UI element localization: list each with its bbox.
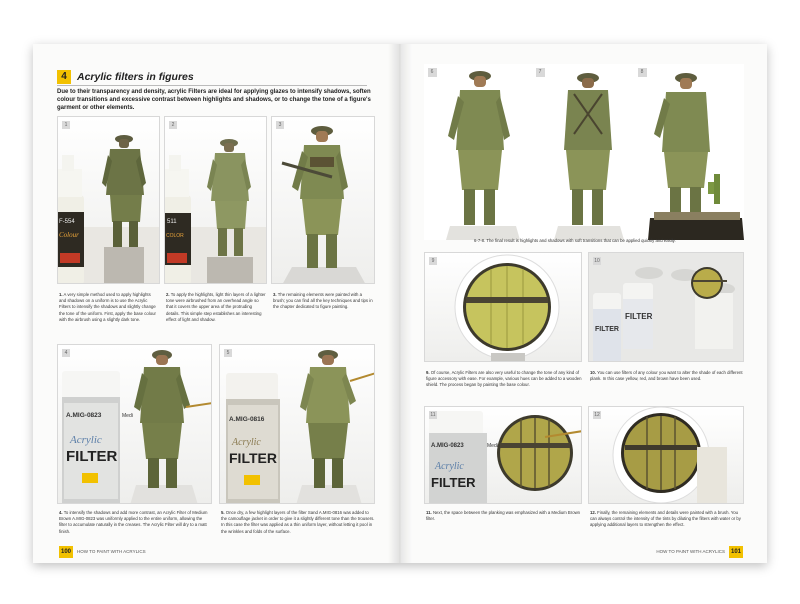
- bottle-11-side: Medi: [487, 443, 498, 449]
- step-number: 2: [169, 121, 177, 129]
- bottle-1-text: Colour: [59, 231, 79, 239]
- step-2-caption-label: 2.: [166, 292, 170, 297]
- running-head: HOW TO PAINT WITH ACRYLICS: [77, 549, 146, 554]
- step-2-caption: [166, 292, 266, 323]
- heading-rule: [57, 85, 367, 86]
- step-4-photo: [57, 344, 212, 504]
- photo-6-number: 6: [430, 69, 434, 75]
- step-10-caption: [590, 370, 744, 382]
- bottle-11-code: A.MIG-0823: [431, 443, 464, 449]
- bottle-4-side: Medi: [122, 413, 133, 419]
- bottle-4-brand: Acrylic: [70, 434, 102, 446]
- figure-with-filter-bottle-illustration: [58, 345, 212, 504]
- figure-with-filter-bottle-illustration: [220, 345, 375, 504]
- wooden-shield-base-coat-illustration: [425, 253, 582, 362]
- step-1-photo: [57, 116, 160, 284]
- shield-with-filter-bottle-illustration: [425, 407, 582, 504]
- bottle-4-code: A.MIG-0823: [66, 412, 102, 419]
- page-number: 100: [59, 546, 73, 558]
- soldier-figure-3: [282, 126, 348, 268]
- step-11-caption: [426, 510, 582, 522]
- step-1-caption-label: 1.: [59, 292, 63, 297]
- figure-with-paint-bottle-illustration: [165, 117, 267, 284]
- step-number: 1: [62, 121, 70, 129]
- figure-with-paint-bottle-illustration: [58, 117, 160, 284]
- step-12-caption-label: 12.: [590, 510, 596, 515]
- bottle-2-code: 511: [167, 219, 177, 225]
- diorama-figure: [648, 73, 744, 240]
- photo-7-number: 7: [538, 69, 542, 75]
- three-view-figure-illustration: [424, 64, 744, 240]
- photos-6-7-8-caption: 6-7-8. The final result is highlights and shadows with soft transitions that can be applied quickly and easily.: [474, 238, 676, 243]
- step-5-caption: [221, 510, 375, 535]
- step-1-caption-text: A very simple method used to apply highlights and shadows on a uniform is to use the Acrylic Filters to intensify the shadows and slightly change the tone of the uniform. First, apply the base colour with the airbrush using a slightly dark tone.: [59, 292, 156, 322]
- back-view-figure: [554, 73, 624, 240]
- section-number-badge: 4: [57, 70, 71, 84]
- step-9-caption-text: Of course, Acrylic Filters are also very useful to change the tone of any kind of figure accessory with ease. For example, various hues can be added to a wooden shield. The process began by painting the base colour.: [426, 370, 582, 388]
- step-5-photo: [219, 344, 375, 504]
- final-result-photo-strip: [424, 64, 744, 240]
- bottle-10b-label: FILTER: [625, 312, 653, 321]
- step-2-photo: [164, 116, 267, 284]
- step-9-caption: [426, 370, 582, 389]
- step-11-caption-label: 11.: [426, 510, 432, 515]
- bottle-11-filter: FILTER: [431, 475, 476, 490]
- step-number: 4: [62, 349, 70, 357]
- bottle-4-filter: FILTER: [66, 448, 118, 465]
- step-5-caption-text: Once dry, a few highlight layers of the filter Sand A.MIG-0816 was added to the camouflage jacket in order to give it a slightly different tone than the trousers. In this case the filter was applied as a thin uniform layer, without letting it pool in the wrinkles and folds of the surface.: [221, 510, 375, 534]
- step-3-caption-text: The remaining elements were painted with a brush; you can find all the key techniques and tips in the chapter dedicated to figure painting.: [273, 292, 373, 310]
- step-number: 5: [224, 349, 232, 357]
- running-head: HOW TO PAINT WITH ACRYLICS: [656, 549, 725, 554]
- step-number: 12: [594, 412, 600, 418]
- photo-8-number: 8: [640, 69, 644, 75]
- bottle-11-brand: Acrylic: [435, 461, 464, 472]
- bottle-5-code: A.MIG-0816: [229, 416, 265, 423]
- painted-figure-illustration: [272, 117, 375, 284]
- page-number: 101: [729, 546, 743, 558]
- step-9-caption-label: 9.: [426, 370, 430, 375]
- step-9-photo: [424, 252, 582, 362]
- step-1-caption: [59, 292, 159, 323]
- section-heading: [57, 70, 367, 84]
- step-4-caption: [59, 510, 211, 535]
- step-11-caption-text: Next, the space between the planking was emphasized with a Medium Brown filter.: [426, 510, 581, 522]
- step-3-caption-label: 3.: [273, 292, 277, 297]
- step-5-caption-label: 5.: [221, 510, 225, 515]
- section-title: Acrylic filters in figures: [77, 71, 194, 83]
- step-10-caption-label: 10.: [590, 370, 596, 375]
- step-number: 10: [594, 258, 600, 264]
- step-10-photo: [588, 252, 744, 362]
- bottle-5-filter: FILTER: [229, 450, 277, 466]
- bottle-5-brand: Acrylic: [232, 437, 261, 448]
- step-2-caption-text: To apply the highlights, light thin layers of a lighter tone were airbrushed from an overhead angle so that it covers the upper area of the protruding details. This simple step establishes an interesting effect of light and shadow.: [166, 292, 266, 322]
- bottle-1-code: F-554: [59, 219, 75, 225]
- soldier-figure-5: [300, 350, 375, 488]
- front-view-figure: [446, 71, 520, 240]
- magazine-spread: [33, 44, 767, 563]
- step-number: 11: [430, 412, 436, 418]
- step-4-caption-text: To intensify the shadows and add more contrast, an Acrylic Filter of Medium Brown A.MIG-0823 was uniformly applied to the entire uniform, allowing the filter to accumulate naturally in the creases. The Acrylic Filter will dry to a matt finish.: [59, 510, 208, 534]
- soldier-figure-4: [134, 350, 212, 488]
- bottle-10a-label: FILTER: [595, 326, 619, 333]
- finished-shield-illustration: [589, 407, 744, 504]
- intro-paragraph: Due to their transparency and density, acrylic Filters are ideal for applying glazes to intensify shadows, soften colour transitions and excessive contrast between highlights and shadows, or to change the tone of a figure's garment or other elements.: [57, 89, 371, 111]
- step-number: 3: [276, 121, 284, 129]
- bottle-2-text: COLOR: [166, 233, 184, 239]
- right-footer: [623, 546, 743, 558]
- step-12-caption: [590, 510, 744, 529]
- step-3-photo: [271, 116, 375, 284]
- step-12-photo: [588, 406, 744, 504]
- step-11-photo: [424, 406, 582, 504]
- step-12-caption-text: Finally, the remaining elements and details were painted with a brush. You can always control the intensity of the tints by diluting the filters with water or by applying additional layers to strengthen the effect.: [590, 510, 741, 528]
- step-4-caption-label: 4.: [59, 510, 63, 515]
- step-10-caption-text: You can use filters of any colour you want to alter the shade of each different plank. In this case yellow, red, and brown have been used.: [590, 370, 743, 382]
- step-number: 9: [429, 257, 437, 265]
- filters-on-palette-illustration: [589, 253, 744, 362]
- left-page: [33, 44, 400, 563]
- step-3-caption: [273, 292, 375, 311]
- right-page: [400, 44, 767, 563]
